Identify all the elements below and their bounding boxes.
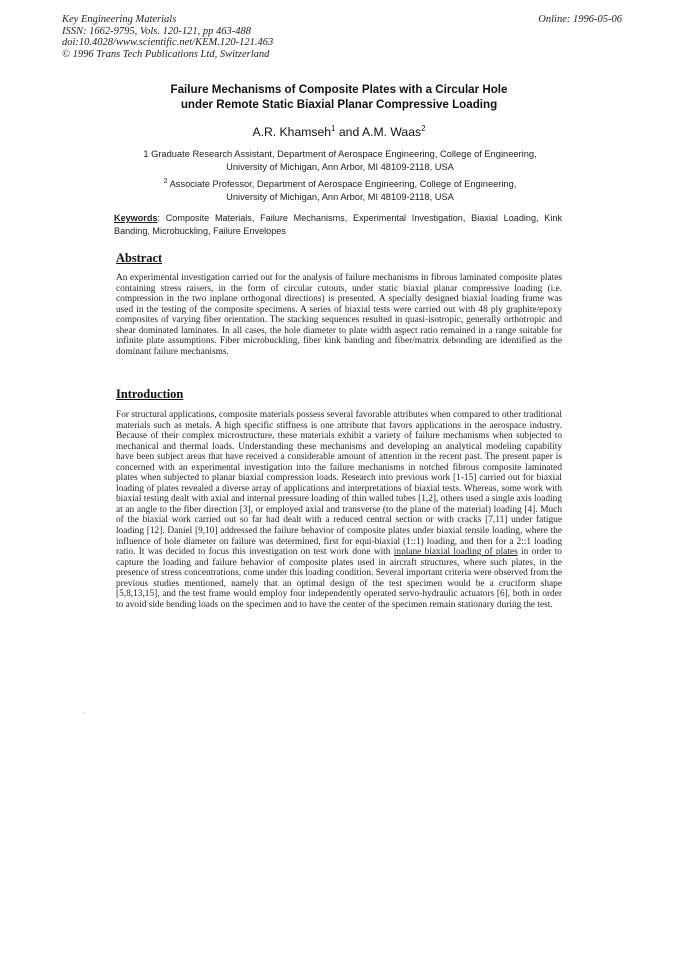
paper-title <box>0 82 678 112</box>
title-line-2: under Remote Static Biaxial Planar Compressive Loading <box>180 98 498 111</box>
keywords <box>114 212 562 237</box>
introduction-text-part-1: For structural applications, composite materials possess several favorable attributes when compared to other traditional materials such as metals. A high specific stiffness is one attribute that favors applications in the aerospace industry. Because of their complex microstructure, these materials exhibit a variety of failure mechanisms when subjected to mechanical and thermal loads. Understanding these mechanisms and developing an analytical modeling capability have been subject areas that have received a considerable amount of attention in the recent past. The present paper is concerned with an experimental investigation into the failure mechanisms in notched fibrous composite laminated plates when subjected to planar biaxial compression loads. Research into previous work [1-15] carried out for biaxial loading of plates revealed a diverse array of applications and interpretations of biaxial tests. Whereas, some work with biaxial testing dealt with axial and internal pressure loading of thin walled tubes [1,2], others used a single axis loading at an angle to the fiber direction [3], or employed axial and transverse (to the plane of the material) loading [4]. Much of the biaxial work carried out so far had dealt with a reduced central section or with cracks [7,11] under fatigue loading [12]. Daniel [9,10] addressed the failure behavior of composite plates under biaxial tensile loading, where the influence of hole diameter on failure was determined, first for equi-biaxial (1::1) loading, and then for a 2::1 loading ratio. It was decided to focus this investigation on test work done with <box>116 410 562 558</box>
author-1-mark: 1 <box>331 124 336 133</box>
keywords-label: Keywords <box>114 213 158 223</box>
title-line-1: Failure Mechanisms of Composite Plates with a Circular Hole <box>170 83 508 96</box>
copyright-line: © 1996 Trans Tech Publications Ltd, Switzerland <box>62 48 270 60</box>
affiliation-2 <box>120 176 560 203</box>
abstract-heading: Abstract <box>116 251 163 265</box>
introduction-underlined-phrase: inplane biaxial loading of plates <box>393 547 518 558</box>
issn-line: ISSN: 1662-9795, Vols. 120-121, pp 463-488 <box>62 25 251 37</box>
affiliation-2-line-2: University of Michigan, Ann Arbor, MI 48109-2118, USA <box>226 191 454 202</box>
author-and: and <box>335 125 362 139</box>
doi-line: doi:10.4028/www.scientific.net/KEM.120-121.463 <box>62 37 274 48</box>
author-1: A.R. Khamseh <box>252 125 332 139</box>
abstract-text: An experimental investigation carried out for the analysis of failure mechanisms in fibrous laminated composite plates containing stress raisers, in the form of circular cutouts, under static biaxial planar compressive loading (i.e. compression in the two inplane orthogonal directions) is presented. A specially designed biaxial loading frame was used in the testing of the composite specimens. A series of biaxial tests were carried out with 48 ply graphite/epoxy composites of varying fiber orientation. The stacking sequences resulted in quasi-isotropic, generally orthotropic and shear dominated laminates. In all cases, the hole diameter to plate width aspect ratio remained in a range suitable for infinite plate assumptions. Fiber microbuckling, fiber kink banding and fiber/matrix debonding are identified as the dominant failure mechanisms. <box>116 273 562 357</box>
introduction-heading: Introduction <box>116 387 184 401</box>
affiliation-2-mark: 2 <box>163 178 168 185</box>
introduction-text <box>116 410 562 610</box>
affiliation-2-line-1: Associate Professor, Department of Aerospace Engineering, College of Engineering, <box>167 179 517 189</box>
author-2: A.M. Waas <box>361 125 422 139</box>
author-2-mark: 2 <box>421 124 426 133</box>
affiliation-1 <box>120 148 560 173</box>
scan-speck <box>84 712 85 713</box>
journal-header <box>62 14 622 60</box>
affiliation-1-line-1: 1 Graduate Research Assistant, Department of Aerospace Engineering, College of Engineering, <box>143 149 537 159</box>
online-date: Online: 1996-05-06 <box>538 14 622 25</box>
journal-name: Key Engineering Materials <box>62 14 177 25</box>
affiliation-1-line-2: University of Michigan, Ann Arbor, MI 48109-2118, USA <box>226 161 454 172</box>
introduction-text-part-2: in order to capture the loading and failure behavior of composite plates used in aircraft structures, where such plates, in the presence of stress concentrations, come under this loading condition. Several important criteria were observed from the previous studies mentioned, namely that an optimal design of the test specimen would be a cruciform shape [5,8,13,15], and the test frame would employ four independently operated servo-hydraulic actuators [6], both in order to avoid side bending loads on the specimen and to have the center of the specimen remain stationary during the test. <box>116 547 563 610</box>
keywords-text: : Composite Materials, Failure Mechanisms, Experimental Investigation, Biaxial Loading, Kink Banding, Microbuckling, Failure Envelopes <box>114 213 562 236</box>
author-line <box>0 124 678 139</box>
